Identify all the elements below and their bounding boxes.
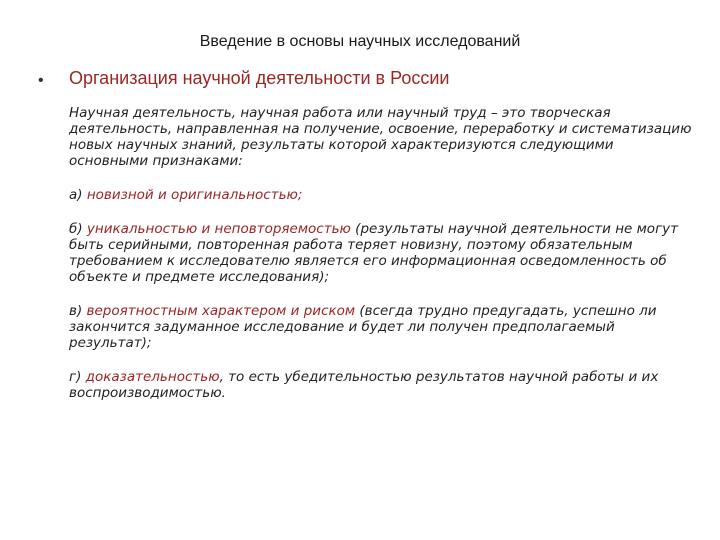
item-text: (всегда трудно предугадать, успешно ли закончится задуманное исследование и будет ли получен предполагаемый результат);: [69, 303, 657, 351]
list-item-d: [69, 369, 694, 401]
body-text: [69, 105, 694, 419]
item-prefix: г): [69, 369, 86, 385]
item-prefix: в): [69, 303, 87, 319]
item-prefix: б): [69, 221, 87, 237]
item-highlight: уникальностью и неповторяемостью: [86, 221, 351, 237]
item-text: (результаты научной деятельности не могут быть серийными, повторенная работа теряет новизну, поэтому обязательным требованием к исследователю является его информационная осведомленность об объекте и предмете исследования);: [69, 221, 679, 285]
list-item-a: [69, 187, 694, 203]
section-heading: Организация научной деятельности в России: [69, 68, 450, 88]
bullet-marker: •: [38, 72, 44, 89]
item-highlight: новизной и оригинальностью;: [86, 187, 303, 203]
list-item-c: [69, 303, 694, 351]
item-text: , то есть убедительностью результатов научной работы и их воспроизводимостью.: [69, 369, 659, 401]
slide-title: Введение в основы научных исследований: [199, 33, 521, 50]
intro-paragraph: Научная деятельность, научная работа или научный труд – это творческая деятельность, направленная на получение, освоение, переработку и систематизацию новых научных знаний, результаты которой характеризуются следующими основными признаками:: [69, 105, 692, 169]
item-highlight: доказательностью: [85, 369, 220, 385]
list-item-b: [69, 221, 694, 285]
item-highlight: вероятностным характером и риском: [86, 303, 356, 319]
item-prefix: а): [69, 187, 87, 203]
